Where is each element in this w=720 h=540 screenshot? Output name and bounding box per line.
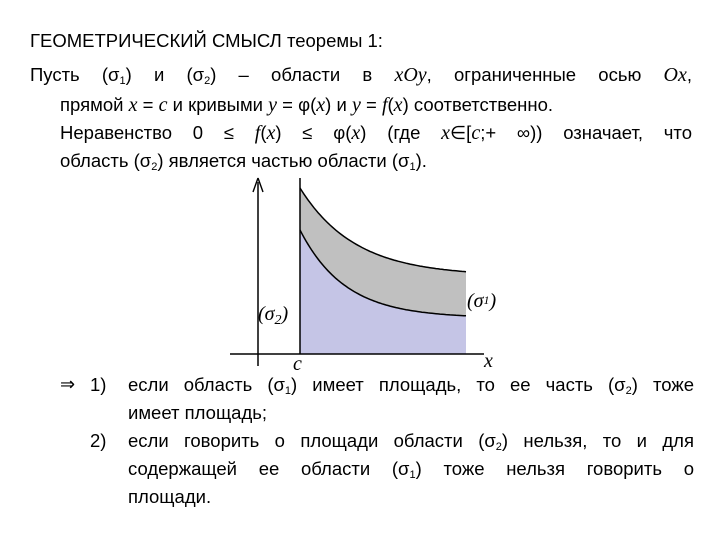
- text-run: ) имеет площадь, то ее часть (σ: [291, 374, 626, 395]
- math-var: c: [471, 122, 481, 144]
- text-run: если говорить о площади области (σ: [128, 430, 496, 451]
- text-run: ,: [686, 64, 693, 85]
- math-var: Ox: [663, 64, 687, 86]
- x-axis-label: x: [484, 350, 493, 370]
- sigma2-close: ): [281, 303, 289, 325]
- c-label: c: [293, 353, 302, 370]
- sigma2-label: [258, 303, 289, 328]
- text-run: ).: [415, 150, 427, 171]
- text-run: ) и: [325, 94, 352, 115]
- subscript: 1: [409, 469, 416, 481]
- subscript: 2: [495, 441, 502, 453]
- text-run: Пусть (σ: [30, 64, 120, 85]
- text-run: =: [360, 94, 382, 115]
- text-run: ) является частью области (σ: [157, 150, 410, 171]
- text-run: область (σ: [60, 150, 152, 171]
- text-run: = φ(: [277, 94, 317, 115]
- subscript: 2: [151, 161, 158, 173]
- math-var: x: [351, 122, 361, 144]
- text-run: ) (где: [360, 122, 442, 143]
- implies-icon: ⇒: [60, 374, 76, 395]
- math-var: f: [254, 122, 261, 144]
- math-var: y: [268, 94, 278, 116]
- list-number-1: 1): [90, 374, 107, 395]
- list-item-1-line-2: имеет площадь;: [128, 402, 268, 423]
- list-number-2: 2): [90, 430, 107, 451]
- sigma1-label: [467, 290, 497, 312]
- paragraph-line-2: [60, 92, 553, 118]
- subscript: 2: [204, 75, 211, 87]
- text-run: (: [387, 94, 394, 115]
- math-var: y: [351, 94, 361, 116]
- sigma1-sub: 1: [483, 293, 490, 307]
- list-item-2-line-2: [128, 456, 694, 482]
- list-item-2-line-1: [128, 428, 694, 454]
- text-run: ;+ ∞)) означает, что: [480, 122, 692, 143]
- text-run: Неравенство 0 ≤: [60, 122, 255, 143]
- math-var: xOy: [394, 64, 427, 86]
- text-run: ) тоже: [631, 374, 694, 395]
- sigma1-close: ): [489, 290, 497, 312]
- text-run: ) тоже нельзя говорить о: [415, 458, 694, 479]
- text-run: ) соответственно.: [402, 94, 554, 115]
- math-var: c: [158, 94, 168, 116]
- subscript: 1: [119, 75, 126, 87]
- math-var: x: [316, 94, 326, 116]
- text-run: ) и (σ: [125, 64, 205, 85]
- math-var: x: [266, 122, 276, 144]
- paragraph-line-3: [60, 120, 692, 146]
- sigma2-sub: 2: [274, 313, 282, 328]
- text-run: , ограниченные осью: [426, 64, 664, 85]
- sigma2-open: (σ: [258, 303, 275, 325]
- text-run: (: [260, 122, 267, 143]
- text-run: если область (σ: [128, 374, 285, 395]
- text-run: =: [137, 94, 159, 115]
- list-item-1-line-1: [128, 372, 694, 398]
- text-run: ) – области в: [210, 64, 395, 85]
- math-var: x: [128, 94, 138, 116]
- text-run: прямой: [60, 94, 129, 115]
- subscript: 1: [409, 161, 416, 173]
- subscript: 2: [625, 385, 632, 397]
- region-diagram: [224, 170, 524, 370]
- text-run: ) нельзя, то и для: [501, 430, 694, 451]
- sigma1-open: (σ: [467, 290, 484, 312]
- slide-title: ГЕОМЕТРИЧЕСКИЙ СМЫСЛ теоремы 1:: [30, 30, 383, 51]
- text-run: ) ≤ φ(: [275, 122, 352, 143]
- math-var: f: [381, 94, 388, 116]
- text-run: содержащей ее области (σ: [128, 458, 410, 479]
- math-var: x: [441, 122, 451, 144]
- paragraph-line-1: [30, 62, 692, 88]
- text-run: и кривыми: [167, 94, 269, 115]
- list-item-2-line-3: площади.: [128, 486, 212, 507]
- subscript: 1: [284, 385, 292, 397]
- math-var: x: [393, 94, 403, 116]
- text-run: ∈[: [450, 122, 472, 143]
